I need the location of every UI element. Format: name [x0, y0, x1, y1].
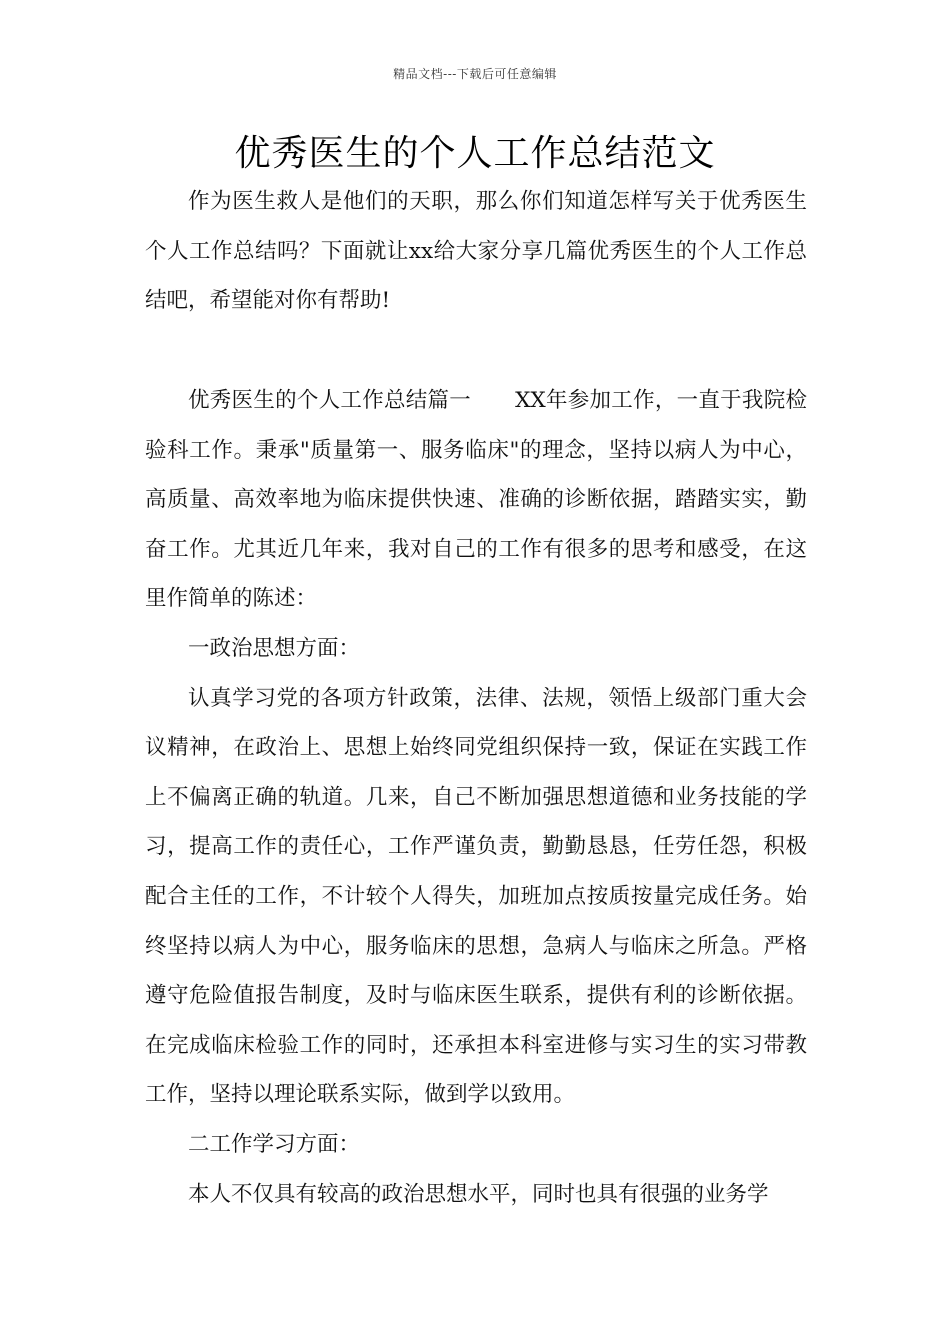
- section1-opening-paragraph: [145, 376, 807, 624]
- document-body: [145, 376, 807, 1219]
- paragraph-work-study: 本人不仅具有较高的政治思想水平，同时也具有很强的业务学: [188, 1181, 769, 1207]
- intro-section: [145, 177, 807, 326]
- subheading-political-thought: 一政治思想方面：: [188, 635, 361, 661]
- section1-intro-text: XX年参加工作，一直于我院检验科工作。秉承"质量第一、服务临床"的理念，坚持以病人为中心，高质量、高效率地为临床提供快速、准确的诊断依据，踏踏实实，勤奋工作。尤其近几年来，我对自己的工作有很多的思考和感受，在这里作简单的陈述：: [145, 388, 807, 612]
- document-title: 优秀医生的个人工作总结范文: [234, 133, 716, 174]
- section1-heading: 优秀医生的个人工作总结篇一: [188, 388, 472, 413]
- page-header-watermark: 精品文档---下载后可任意编辑: [393, 67, 557, 81]
- intro-paragraph: 作为医生救人是他们的天职，那么你们知道怎样写关于优秀医生个人工作总结吗？下面就让xx给大家分享几篇优秀医生的个人工作总结吧，希望能对你有帮助!: [145, 189, 807, 314]
- paragraph-political-thought: 认真学习党的各项方针政策，法律、法规，领悟上级部门重大会议精神，在政治上、思想上始终同党组织保持一致，保证在实践工作上不偏离正确的轨道。几来，自己不断加强思想道德和业务技能的学习，提高工作的责任心，工作严谨负责，勤勤恳恳，任劳任怨，积极配合主任的工作，不计较个人得失，加班加点按质按量完成任务。始终坚持以病人为中心，服务临床的思想，急病人与临床之所急。严格遵守危险值报告制度，及时与临床医生联系，提供有利的诊断依据。在完成临床检验工作的同时，还承担本科室进修与实习生的实习带教工作，坚持以理论联系实际，做到学以致用。: [145, 685, 807, 1108]
- subheading-work-study: 二工作学习方面：: [188, 1131, 361, 1157]
